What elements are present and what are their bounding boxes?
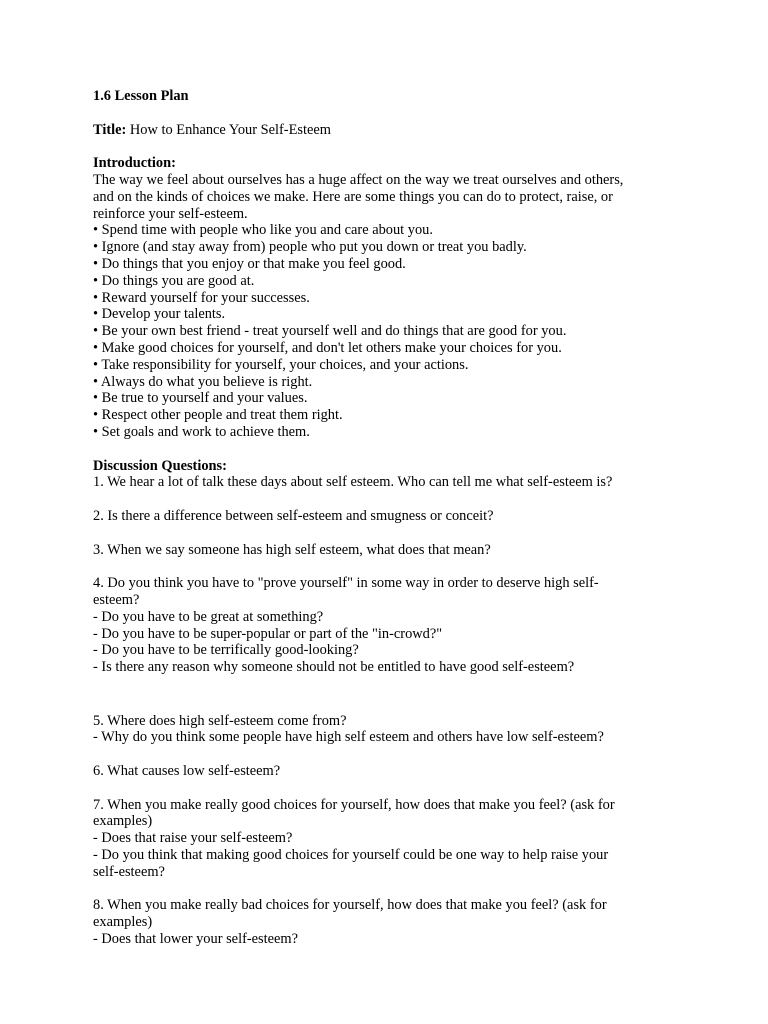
question-line: 1. We hear a lot of talk these days about self esteem. Who can tell me what self-esteem is? (93, 474, 613, 491)
document-page (93, 88, 673, 948)
sub-question: - Do you have to be super-popular or part of the "in-crowd?" (93, 625, 443, 642)
bullet-item: • Develop your talents. (93, 306, 226, 323)
question-line: 7. When you make really good choices for yourself, how does that make you feel? (ask for (93, 796, 615, 813)
question-line: examples) (93, 813, 153, 830)
bullet-item: • Do things you are good at. (93, 272, 255, 289)
intro-line: The way we feel about ourselves has a huge affect on the way we treat ourselves and others, (93, 171, 624, 188)
bullet-item: • Respect other people and treat them right. (93, 407, 343, 424)
sub-question: - Do you think that making good choices for yourself could be one way to help raise your (93, 847, 609, 864)
document-heading: 1.6 Lesson Plan (93, 88, 189, 104)
sub-question: - Do you have to be great at something? (93, 608, 324, 625)
question-line: 8. When you make really bad choices for yourself, how does that make you feel? (ask for (93, 897, 607, 914)
title-text: How to Enhance Your Self-Esteem (126, 121, 331, 138)
sub-question: - Does that raise your self-esteem? (93, 830, 293, 847)
question-line: 6. What causes low self-esteem? (93, 763, 281, 780)
introduction-heading: Introduction: (93, 155, 176, 172)
sub-question: self-esteem? (93, 863, 165, 880)
question-line: 2. Is there a difference between self-esteem and smugness or conceit? (93, 507, 494, 524)
bullet-item: • Be your own best friend - treat yourself well and do things that are good for you. (93, 323, 567, 340)
bullet-item: • Ignore (and stay away from) people who put you down or treat you badly. (93, 239, 527, 256)
discussion-heading: Discussion Questions: (93, 457, 227, 474)
sub-question: - Why do you think some people have high self esteem and others have low self-esteem? (93, 729, 604, 746)
sub-question: - Do you have to be terrifically good-looking? (93, 642, 359, 659)
sub-question: - Is there any reason why someone should not be entitled to have good self-esteem? (93, 659, 575, 676)
question-line: 5. Where does high self-esteem come from? (93, 712, 347, 729)
bullet-item: • Make good choices for yourself, and don't let others make your choices for you. (93, 339, 562, 356)
intro-line: reinforce your self-esteem. (93, 205, 248, 222)
question-line: 3. When we say someone has high self esteem, what does that mean? (93, 541, 491, 558)
question-line: 4. Do you think you have to "prove yourself" in some way in order to deserve high self- (93, 575, 599, 592)
title-line (93, 122, 673, 139)
bullet-item: • Take responsibility for yourself, your choices, and your actions. (93, 356, 469, 373)
bullet-item: • Always do what you believe is right. (93, 373, 313, 390)
bullet-item: • Reward yourself for your successes. (93, 289, 310, 306)
question-line: esteem? (93, 591, 140, 608)
sub-question: - Does that lower your self-esteem? (93, 931, 298, 948)
bullet-item: • Be true to yourself and your values. (93, 390, 308, 407)
title-label: Title: (93, 121, 127, 138)
bullet-item: • Do things that you enjoy or that make you feel good. (93, 255, 406, 272)
intro-line: and on the kinds of choices we make. Here are some things you can do to protect, raise, or (93, 188, 613, 205)
bullet-item: • Spend time with people who like you and care about you. (93, 222, 433, 239)
bullet-item: • Set goals and work to achieve them. (93, 423, 310, 440)
question-line: examples) (93, 914, 153, 931)
